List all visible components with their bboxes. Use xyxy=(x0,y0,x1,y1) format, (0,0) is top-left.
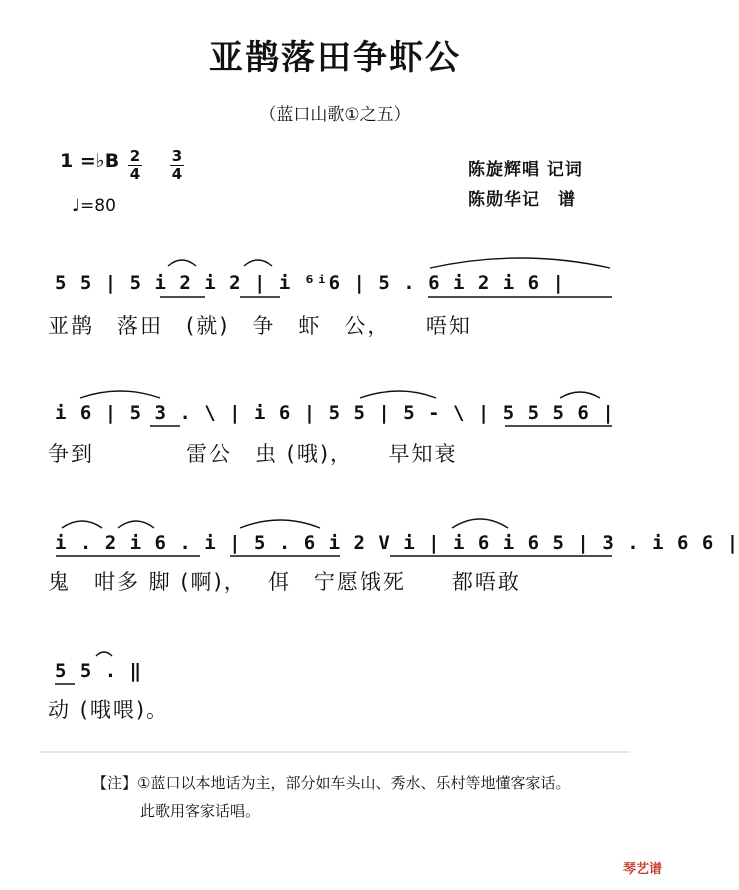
lyrics-line-2: 争到 雷公 虫 (哦)， 早知衰 xyxy=(48,442,458,466)
key-signature: 1 =♭B xyxy=(60,150,120,172)
slur-arc xyxy=(244,260,272,266)
footnote-line-2: 此歌用客家话唱。 xyxy=(140,802,261,820)
fermata-arc xyxy=(96,652,112,656)
slur-arc xyxy=(118,521,154,528)
footnote-line-1 xyxy=(92,772,570,793)
lyrics-line-3: 鬼 咁多 脚 (啊)， 佴 宁愿饿死 都唔敢 xyxy=(48,570,521,594)
watermark-logo: 琴艺谱 xyxy=(622,862,662,877)
footnote-text: ①蓝口以本地话为主，部分如车头山、秀水、乐村等地懂客家话。 xyxy=(137,774,571,792)
tempo-marking: ♩=80 xyxy=(72,196,116,216)
slur-arc xyxy=(430,258,610,268)
slur-arc xyxy=(360,391,436,398)
time-signature-bottom: 4 xyxy=(171,165,183,183)
notation-line-3: i . 2 i 6 . i | 5 . 6 i 2 V i | i 6 i 6 5 | 3 . i 6 6 | xyxy=(55,532,739,554)
lyrics-line-4: 动 (哦喂)。 xyxy=(48,698,170,722)
time-signature-bottom: 4 xyxy=(129,165,141,183)
notation-line-1: 5 5 | 5 i 2 i 2 | i ⁶ⁱ6 | 5 . 6 i 2 i 6 | xyxy=(55,272,565,294)
slur-arc xyxy=(560,392,600,398)
song-subtitle: （蓝口山歌①之五） xyxy=(259,105,411,125)
slur-arc xyxy=(240,520,320,528)
footnote-label: 【注】 xyxy=(92,774,138,792)
lyrics-line-1: 亚鹊 落田 (就) 争 虾 公， 唔知 xyxy=(48,314,472,338)
slur-arc xyxy=(62,521,102,528)
slur-arc xyxy=(168,260,196,266)
time-signature-top: 3 xyxy=(171,147,183,165)
slur-arc xyxy=(452,519,508,528)
notation-line-2: i 6 | 5 3 . \ | i 6 | 5 5 | 5 - \ | 5 5 5 6 | xyxy=(55,402,615,424)
notation-line-4: 5 5 . ‖ xyxy=(55,660,143,682)
time-signature-top: 2 xyxy=(129,147,141,165)
credit-transcriber: 陈勋华记 谱 xyxy=(468,190,576,210)
credit-singer: 陈旋辉唱 记词 xyxy=(468,160,583,180)
slur-arc xyxy=(80,391,160,398)
song-title: 亚鹊落田争虾公 xyxy=(209,38,461,78)
